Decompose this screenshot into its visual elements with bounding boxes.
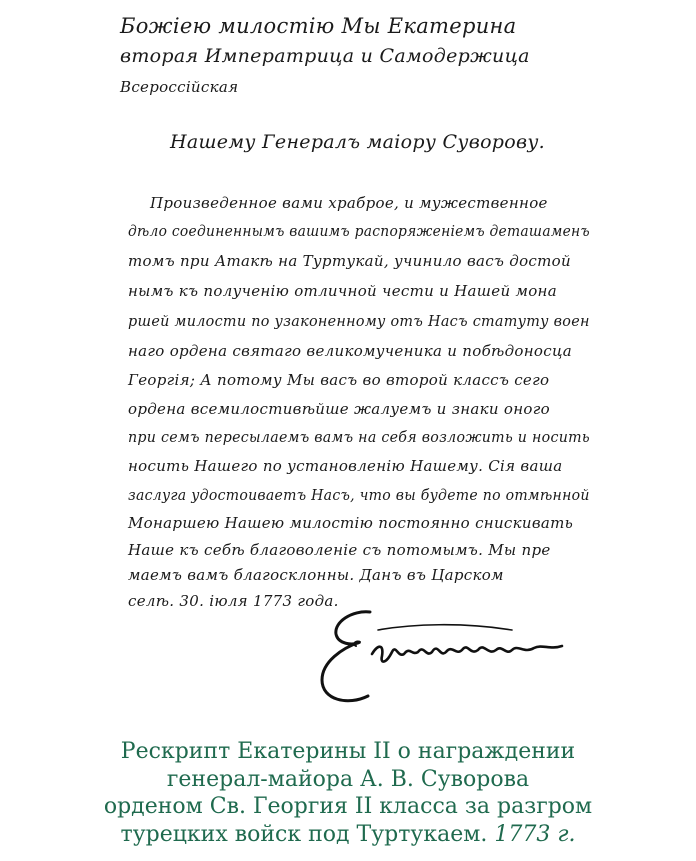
manuscript-body-line: нымъ къ полученiю отличной чести и Нашей мона (128, 282, 557, 300)
manuscript-body-line: ордена всемилостивѣйше жалуемъ и знаки оного (128, 400, 550, 418)
manuscript-body-line: при семъ пересылаемъ вамъ на себя возложить и носить (128, 428, 590, 446)
manuscript-body-line: Монаршею Нашею милостiю постоянно снискивать (128, 514, 574, 532)
manuscript-body-line: заслуга удостоиваетъ Насъ, что вы будете по отмѣнной (128, 486, 590, 504)
manuscript-body-line: маемъ вамъ благосклонны. Данъ въ Царском (128, 566, 504, 584)
caption-line-1: Рескрипт Екатерины II о награждении (120, 739, 576, 764)
manuscript-heading-line-3: Всероссiйская (120, 78, 239, 96)
manuscript-body-line: селѣ. 30. iюля 1773 года. (128, 592, 339, 610)
manuscript-body-line: наго ордена святаго великомученика и побѣдоносца (128, 342, 572, 360)
manuscript-addressee: Нашему Генералъ маiору Суворову. (170, 131, 546, 153)
caption-year: 1773 г. (494, 821, 576, 847)
manuscript-body-line: томъ при Атакѣ на Туртукай, учинило васъ достой (128, 252, 571, 270)
manuscript-body-line: ршей милости по узаконенному отъ Насъ статуту воен (128, 312, 590, 330)
signature (312, 600, 572, 720)
manuscript-heading-line-1: Божiею милостiю Мы Екатерина (120, 14, 517, 38)
caption-line-2: генерал-майора А. В. Суворова (166, 766, 530, 792)
signature-drawing (312, 600, 572, 720)
caption-line-4 (0, 821, 696, 849)
caption (0, 738, 696, 848)
caption-line-3: орденом Св. Георгия II класса за разгром (103, 794, 593, 819)
manuscript-body-line: Наше къ себѣ благоволенiе съ потомымъ. Мы пре (128, 541, 551, 559)
caption-line-4-text: турецких войск под Туртукаем. (120, 821, 488, 847)
manuscript-body-line: Георгiя; А потому Мы васъ во второй классъ сего (128, 371, 550, 389)
manuscript-body-line: Произведенное вами храброе, и мужественное (150, 194, 548, 212)
manuscript-body-line: носить Нашего по установленiю Нашему. Сiя ваша (128, 457, 563, 475)
manuscript-heading-line-2: вторая Императрица и Самодержица (120, 45, 530, 67)
manuscript-body-line: дѣло соединеннымъ вашимъ распоряженiемъ деташаменъ (128, 222, 590, 240)
